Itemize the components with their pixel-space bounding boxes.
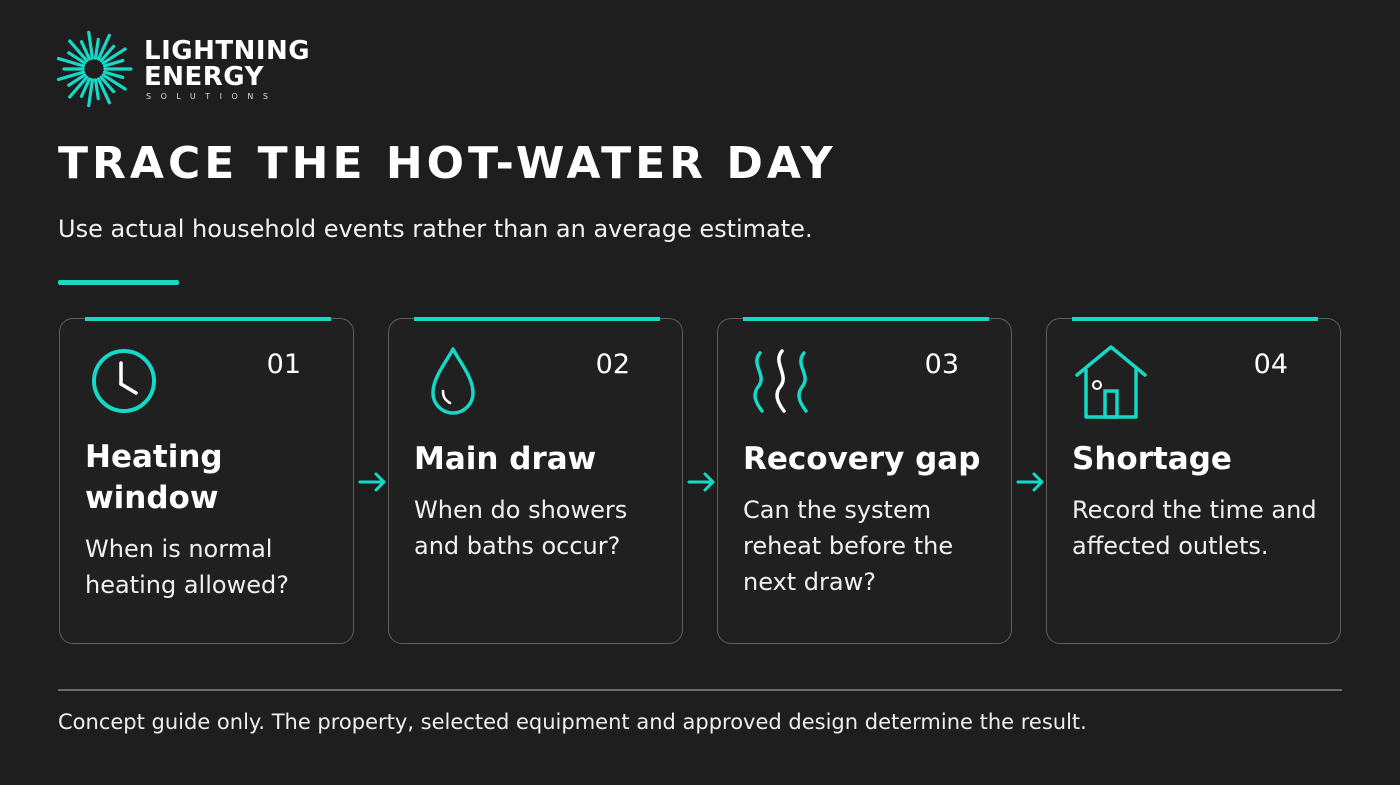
house-icon xyxy=(1075,343,1147,421)
heat-waves-icon xyxy=(746,343,818,421)
step-title: Heating window xyxy=(85,439,223,516)
card-accent-bar xyxy=(414,317,660,321)
footer-divider xyxy=(58,689,1342,691)
step-number: 01 xyxy=(266,349,301,380)
starburst-logo-icon xyxy=(56,30,134,108)
brand-line-3: SOLUTIONS xyxy=(146,92,278,101)
card-accent-bar xyxy=(85,317,331,321)
arrow-right-icon xyxy=(358,470,388,494)
step-text: Record the time and affected outlets. xyxy=(1072,496,1317,560)
card-accent-bar xyxy=(743,317,989,321)
step-card-2 xyxy=(388,318,683,644)
step-card-4 xyxy=(1046,318,1341,644)
water-drop-icon xyxy=(417,343,489,421)
clock-icon xyxy=(88,343,160,421)
step-number: 04 xyxy=(1253,349,1288,380)
page-title: TRACE THE HOT-WATER DAY xyxy=(58,138,837,189)
arrow-right-icon xyxy=(1016,470,1046,494)
brand-line-1: LIGHTNING xyxy=(144,36,311,66)
brand-logo xyxy=(56,30,346,110)
step-number: 02 xyxy=(595,349,630,380)
step-card-1 xyxy=(59,318,354,644)
arrow-right-icon xyxy=(687,470,717,494)
step-title: Shortage xyxy=(1072,441,1232,477)
step-card-3 xyxy=(717,318,1012,644)
step-text: When is normal heating allowed? xyxy=(85,535,289,599)
accent-bar xyxy=(58,280,179,285)
step-title: Recovery gap xyxy=(743,441,981,477)
brand-wordmark xyxy=(144,38,310,101)
brand-line-2: ENERGY xyxy=(144,62,264,92)
step-title: Main draw xyxy=(414,441,597,477)
step-text: Can the system reheat before the next draw? xyxy=(743,496,954,596)
page-subtitle: Use actual household events rather than an average estimate. xyxy=(58,215,813,243)
step-number: 03 xyxy=(924,349,959,380)
step-text: When do showers and baths occur? xyxy=(414,496,628,560)
footer-note: Concept guide only. The property, selected equipment and approved design determine the result. xyxy=(58,710,1087,734)
card-accent-bar xyxy=(1072,317,1318,321)
